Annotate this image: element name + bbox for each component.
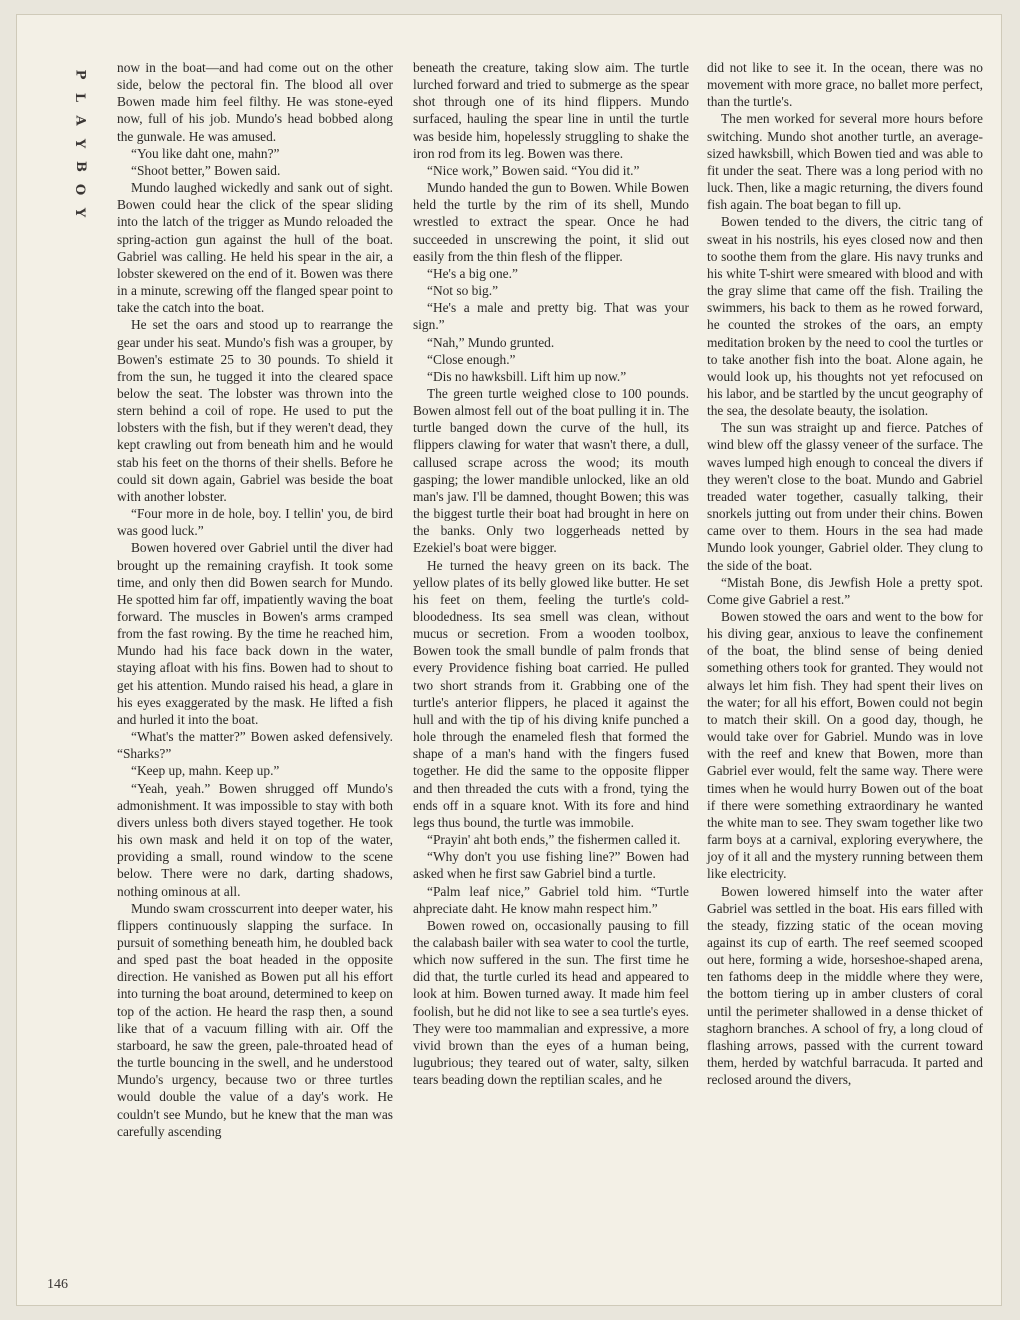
paragraph: “Keep up, mahn. Keep up.” — [131, 763, 280, 779]
paragraph: He set the oars and stood up to rearrange the gear under his seat. Mundo's fish was a grouper, by Bowen's estimate 25 to 30 pounds. To shield it from the sun, he tugged it into the cleared space below the seat. The lobster was thrown into the stern behind a coil of rope. He used to put the lobsters with the fish, but if they weren't dead, they kept crawling out from beneath him and he would stab his feet on the thorns of their shells. Before he could sit down again, Gabriel was beside the boat with another lobster. — [117, 317, 393, 504]
paragraph: Bowen lowered himself into the water after Gabriel was settled in the boat. His ears filled with the steady, fizzing static of the ocean moving against its cup of earth. The reef seemed scooped out here, forming a wide, horseshoe-shaped arena, ten fathoms deep in the middle where they were, the bottom tiering up in amber clusters of coral until the perimeter shallowed in a dense thicket of staghorn branches. A school of fry, a long cloud of flashing arrows, passed with the current toward them, herded by watchful barracuda. It parted and reclosed around the divers, — [707, 883, 983, 1088]
paragraph: “What's the matter?” Bowen asked defensively. “Sharks?” — [117, 729, 393, 762]
paragraph: He turned the heavy green on its back. The yellow plates of its belly glowed like butter. He set his feet on them, feeling the turtle's cold-bloodedness. Its sea smell was clean, without mucus or secretion. From a wooden toolbox, Bowen took the small bundle of palm fronds that every Providence fishing boat carried. He pulled two short strands from it. Grabbing one of the turtle's anterior flippers, he placed it against the hull and with the tip of his diving knife punched a hole through the enameled flesh that formed the shape of a man's hand with the fingers fused together. He did the same to the opposite flipper and then threaded the cuts with a frond, tying the ends off in a square knot. With its fore and hind legs thus bound, the turtle was immobile. — [413, 557, 689, 830]
paragraph: The green turtle weighed close to 100 pounds. Bowen almost fell out of the boat pulling it in. The turtle banged down the curve of the hull, its flippers clawing for water that wasn't there, a dull, callused scrape across the wood; its mouth gasping; the lower mandible unlocked, like an old man's jaw. I'll be damned, thought Bowen; this was the biggest turtle their boat had brought in here on the banks. Only two loggerheads netted by Ezekiel's boat were bigger. — [413, 385, 689, 556]
paragraph: Bowen stowed the oars and went to the bow for his diving gear, anxious to leave the confinement of the boat, the blind sense of being denied something others took for granted. They would not always let him fish. They had spent their lives on the water; for all his effort, Bowen could not begin to match their skill. On a good day, though, he would take over for Gabriel. Mundo was in love with the reef and knew that Bowen, more than Gabriel ever would, felt the same way. There were times when he would hurry Bowen out of the boat if there were something extraordinary he wanted the white man to see. They swam together like two farm boys at a carnival, exploring everywhere, the joy of it all and the mystery running between them like electricity. — [707, 609, 983, 882]
paragraph: “Why don't you use fishing line?” Bowen had asked when he first saw Gabriel bind a turtle. — [413, 849, 689, 882]
paragraph: “Palm leaf nice,” Gabriel told him. “Turtle ahpreciate daht. He know mahn respect him.” — [413, 883, 689, 916]
paragraph: The men worked for several more hours before switching. Mundo shot another turtle, an average-sized hawksbill, which Bowen tied and was able to fit under the seat. There was a long period with no luck. Then, like a magic returning, the divers found fish again. The boat began to fill up. — [707, 111, 983, 213]
paragraph: “He's a male and pretty big. That was your sign.” — [413, 300, 689, 333]
logo-letter: O — [72, 183, 88, 196]
paragraph: Bowen rowed on, occasionally pausing to fill the calabash bailer with sea water to cool the turtle, which now suffered in the sun. The first time he did that, the turtle curled its head and appeared to look at him. Bowen turned away. It made him feel foolish, but he did not like to see a sea turtle's eyes. They were too mammalian and expressive, a more vivid brown than the eyes of a human being, lugubrious; they teared out of water, salty, silken tears beading down the reptilian scales, and he — [413, 917, 689, 1088]
paragraph: “Prayin' aht both ends,” the fishermen called it. — [427, 832, 681, 848]
paragraph: Mundo swam crosscurrent into deeper water, his flippers continuously slapping the surface. In pursuit of something beneath him, he doubled back and sped past the boat headed in the opposite direction. He vanished as Bowen put all his effort into turning the boat around, determined to keep on top of the action. He heard the rasp then, a sound like that of a vacuum filling with air. Off the starboard, he saw the green, pale-throated head of the turtle bouncing in the swell, and he understood Mundo's urgency, because two or three turtles would double the value of a day's work. He couldn't see Mundo, but he knew that the man was carefully ascending — [117, 900, 393, 1139]
paragraph: Bowen tended to the divers, the citric tang of sweat in his nostrils, his eyes closed now and then to soothe them from the glare. His navy trunks and his white T-shirt were smeared with blood and with the gray slime that came off the fish. Trailing the swimmers, his back to them as he rowed forward, he counted the strokes of the oars, an empty meditation broken by the need to cool the turtles or to take another fish into the boat. Alone again, he would look up, his thoughts not yet refocused on his labor, and be startled by the uncut geography of the sea, the desolate beauty, the isolation. — [707, 214, 983, 419]
text-column-3 — [707, 59, 983, 1088]
paragraph: “Close enough.” — [427, 351, 516, 367]
paragraph: Bowen hovered over Gabriel until the diver had brought up the remaining crayfish. It took some time, and only then did Bowen search for Mundo. He spotted him far off, impatiently waving the boat forward. The muscles in Bowen's arms cramped from the fast rowing. By the time he reached him, Mundo had his face back down in the water, staying afloat with his fins. Bowen had to shout to get his attention. Mundo raised his head, a glare in his eyes exaggerated by the mask. He lifted a fish and hurled it into the boat. — [117, 540, 393, 727]
logo-letter: P — [72, 69, 88, 80]
paragraph: “Dis no hawksbill. Lift him up now.” — [427, 368, 627, 384]
page-number: 146 — [47, 1277, 68, 1292]
paragraph: “Nah,” Mundo grunted. — [427, 334, 555, 350]
paragraph: The sun was straight up and fierce. Patches of wind blew off the glassy veneer of the surface. The waves lumped high enough to conceal the divers if they weren't close to the boat. Mundo and Gabriel treaded water together, casually talking, their snorkels jutting out from under their chins. Bowen came over to them. Hours in the sea had made Mundo look younger, Gabriel older. They clung to the side of the boat. — [707, 420, 983, 573]
paragraph: did not like to see it. In the ocean, there was no movement with more grace, no ballet more perfect, than the turtle's. — [707, 60, 983, 110]
magazine-page — [16, 14, 1002, 1306]
logo-letter: L — [72, 92, 88, 103]
logo-letter: Y — [72, 207, 88, 218]
paragraph: now in the boat—and had come out on the other side, below the pectoral fin. The blood all over Bowen made him feel filthy. He was stone-eyed now, full of his job. Mundo's head bobbed along the gunwale. He was amused. — [117, 60, 393, 144]
paragraph: “Nice work,” Bowen said. “You did it.” — [427, 162, 640, 178]
paragraph: Mundo handed the gun to Bowen. While Bowen held the turtle by the rim of its shell, Mundo wrestled to extract the spear. Once he had succeeded in unscrewing the point, it slid out easily from the thin flesh of the flipper. — [413, 180, 689, 264]
paragraph: “Mistah Bone, dis Jewfish Hole a pretty spot. Come give Gabriel a rest.” — [707, 574, 983, 607]
logo-letter: A — [72, 115, 88, 126]
paragraph: “Not so big.” — [427, 283, 499, 299]
magazine-logo — [69, 63, 91, 224]
paragraph: “He's a big one.” — [427, 265, 518, 281]
text-column-2 — [413, 59, 689, 1088]
paragraph: “Shoot better,” Bowen said. — [131, 162, 281, 178]
logo-letter: Y — [72, 138, 88, 149]
logo-letter: B — [72, 161, 88, 172]
paragraph: Mundo laughed wickedly and sank out of sight. Bowen could hear the click of the spear sliding into the latch of the trigger as Mundo reloaded the spring-action gun against the hull of the boat. Gabriel was calling. He held his spear in the air, a lobster skewered on the end of it. Bowen was there in a minute, screwing off the flanged spear point to take the catch into the boat. — [117, 180, 393, 316]
paragraph: “Yeah, yeah.” Bowen shrugged off Mundo's admonishment. It was impossible to stay with both divers unless both divers stayed together. He took his own mask and held it on top of the water, providing a small, round window to the scene below. There were no dark, darting shadows, nothing ominous at all. — [117, 780, 393, 899]
paragraph: “Four more in de hole, boy. I tellin' you, de bird was good luck.” — [117, 506, 393, 539]
paragraph: beneath the creature, taking slow aim. The turtle lurched forward and tried to submerge as the spear shot through one of its hind flippers. Mundo surfaced, hauling the spear line in until the turtle was beside him, hopelessly struggling to shake the iron rod from its leg. Bowen was there. — [413, 60, 689, 161]
text-column-1 — [117, 59, 393, 1140]
paragraph: “You like daht one, mahn?” — [131, 145, 280, 161]
